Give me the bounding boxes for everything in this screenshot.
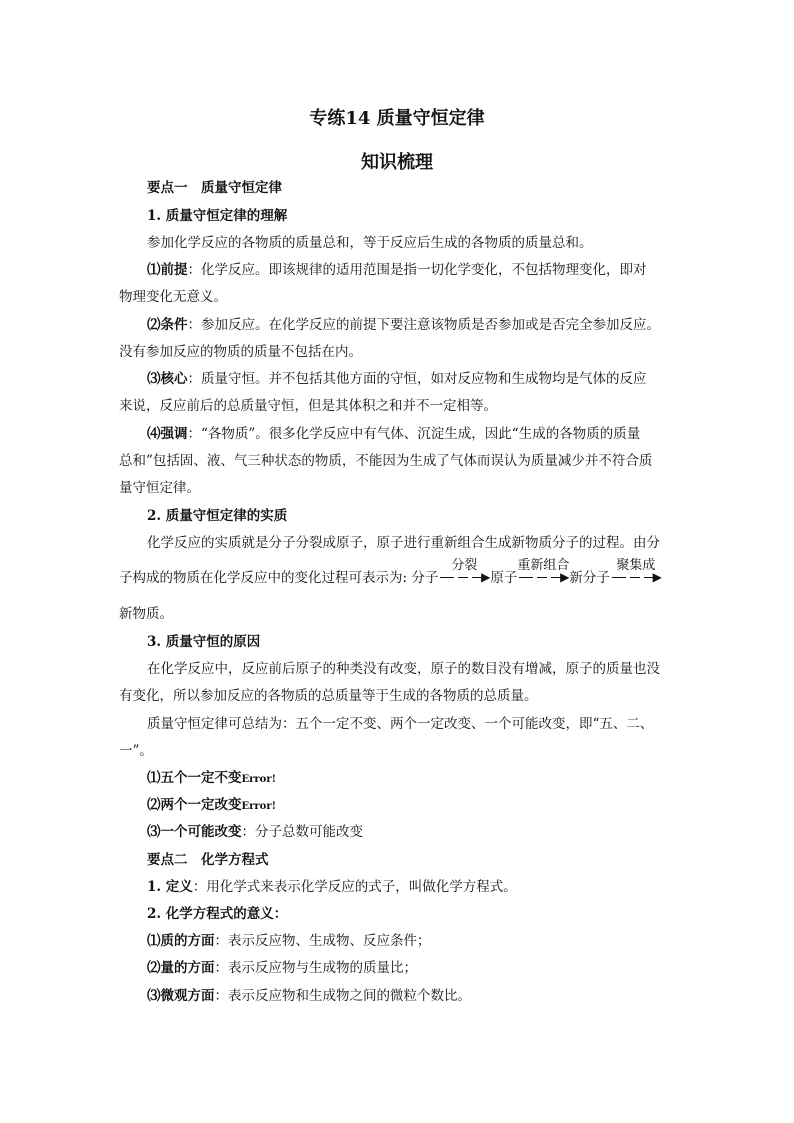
emphasis-line-2: 总和”包括固、液、气三种状态的物质，不能因为生成了气体而误认为质量减少并不符合质 bbox=[119, 453, 653, 469]
flow-arrow-recombine-label: 重新组合 bbox=[517, 558, 570, 573]
essence-line-3: 新物质。 bbox=[119, 606, 173, 622]
summary-line-1: 质量守恒定律可总结为：五个一定不变、两个一定改变、一个可能改变，即“五、二、 bbox=[147, 716, 654, 732]
condition-line-1 bbox=[147, 315, 660, 335]
definition-2-label: 1. 定义 bbox=[147, 879, 193, 895]
subsection-heading-1-1: 1. 质量守恒定律的理解 bbox=[147, 208, 288, 224]
condition-line-2: 没有参加反应的物质的质量不包括在内。 bbox=[119, 344, 362, 360]
arrow-shaft bbox=[519, 577, 563, 578]
arrow-gap bbox=[547, 577, 551, 579]
condition-text: ：参加反应。在化学反应的前提下要注意该物质是否参加或是否完全参加反应。 bbox=[187, 317, 660, 333]
summary-item-2 bbox=[147, 795, 276, 817]
arrow-head-icon: ▶ bbox=[560, 570, 570, 584]
flow-intro: 子构成的物质在化学反应中的变化过程可表示为: bbox=[119, 570, 408, 586]
arrow-gap bbox=[468, 577, 472, 579]
summary-item-2-error: Error! bbox=[241, 801, 276, 812]
meaning-item-3 bbox=[147, 986, 471, 1006]
page-subtitle: 知识梳理 bbox=[361, 152, 433, 173]
arrow-gap bbox=[640, 577, 644, 579]
summary-item-2-label: ⑵两个一定改变 bbox=[147, 797, 242, 813]
meaning-item-1-text: ：表示反应物、生成物、反应条件； bbox=[214, 933, 431, 949]
reason-line-1: 在化学反应中，反应前后原子的种类没有改变，原子的数目没有增减，原子的质量也没 bbox=[147, 661, 660, 677]
premise-line-1 bbox=[147, 260, 647, 280]
definition-2-text: ：用化学式来表示化学反应的式子，叫做化学方程式。 bbox=[192, 879, 517, 895]
flow-arrow-recombine bbox=[517, 558, 570, 588]
core-label: ⑶核心 bbox=[147, 371, 188, 387]
flow-new-molecule: 新分子 bbox=[569, 570, 610, 586]
emphasis-line-3: 量守恒定律。 bbox=[119, 480, 200, 496]
subsection-heading-1-2: 2. 质量守恒定律的实质 bbox=[147, 508, 288, 524]
arrow-gap bbox=[626, 577, 630, 579]
subsection-heading-1-3: 3. 质量守恒的原因 bbox=[147, 634, 261, 650]
premise-label: ⑴前提 bbox=[147, 262, 188, 278]
reason-line-2: 有变化，所以参加反应的各物质的总质量等于生成的各物质的总质量。 bbox=[119, 688, 538, 704]
flow-arrow-aggregate-label: 聚集成 bbox=[616, 558, 656, 573]
summary-item-1 bbox=[147, 768, 276, 790]
core-text: ：质量守恒。并不包括其他方面的守恒，如对反应物和生成物均是气体的反应 bbox=[187, 371, 647, 387]
arrow-gap bbox=[454, 577, 458, 579]
essence-line-1: 化学反应的实质就是分子分裂成原子，原子进行重新组合生成新物质分子的过程。由分 bbox=[147, 535, 660, 551]
meaning-item-1 bbox=[147, 931, 431, 951]
meaning-item-1-label: ⑴质的方面 bbox=[147, 933, 215, 949]
premise-text: ：化学反应。即该规律的适用范围是指一切化学变化，不包括物理变化，即对 bbox=[187, 262, 647, 278]
meaning-item-3-text: ：表示反应物和生成物之间的微粒个数比。 bbox=[214, 988, 471, 1004]
emphasis-line-1 bbox=[147, 424, 640, 444]
condition-label: ⑵条件 bbox=[147, 317, 188, 333]
summary-item-3 bbox=[147, 822, 363, 842]
arrow-shaft bbox=[440, 577, 484, 578]
meaning-item-2 bbox=[147, 958, 417, 978]
arrow-head-icon: ▶ bbox=[481, 570, 491, 584]
summary-item-3-label: ⑶一个可能改变 bbox=[147, 824, 242, 840]
section-heading-1: 要点一 质量守恒定律 bbox=[147, 180, 282, 196]
premise-line-2: 物理变化无意义。 bbox=[119, 289, 227, 305]
meaning-item-3-label: ⑶微观方面 bbox=[147, 988, 215, 1004]
flow-arrow-split-label: 分裂 bbox=[451, 558, 478, 573]
core-line-2: 来说，反应前后的总质量守恒，但是其体积之和并不一定相等。 bbox=[119, 398, 497, 414]
subsection-heading-2-2: 2. 化学方程式的意义： bbox=[147, 906, 288, 922]
summary-line-2: 一”。 bbox=[119, 743, 153, 759]
definition-2 bbox=[147, 877, 517, 897]
arrow-head-icon: ▶ bbox=[652, 570, 662, 584]
summary-item-1-error: Error! bbox=[241, 774, 276, 785]
reaction-flow bbox=[119, 558, 662, 588]
section-heading-2: 要点二 化学方程式 bbox=[147, 852, 269, 868]
meaning-item-2-label: ⑵量的方面 bbox=[147, 960, 215, 976]
page-title: 专练14 质量守恒定律 bbox=[309, 108, 485, 129]
flow-arrow-aggregate bbox=[610, 558, 662, 588]
emphasis-text: ：“各物质”。很多化学反应中有气体、沉淀生成，因此“生成的各物质的质量 bbox=[187, 426, 641, 442]
arrow-gap bbox=[533, 577, 537, 579]
definition-text: 参加化学反应的各物质的质量总和，等于反应后生成的各物质的质量总和。 bbox=[147, 235, 593, 251]
flow-molecule: 分子 bbox=[411, 570, 439, 586]
summary-item-1-label: ⑴五个一定不变 bbox=[147, 770, 242, 786]
flow-atom: 原子 bbox=[490, 570, 518, 586]
core-line-1 bbox=[147, 369, 647, 389]
summary-item-3-text: ：分子总数可能改变 bbox=[241, 824, 363, 840]
emphasis-label: ⑷强调 bbox=[147, 426, 188, 442]
meaning-item-2-text: ：表示反应物与生成物的质量比； bbox=[214, 960, 417, 976]
arrow-shaft bbox=[612, 577, 656, 578]
flow-arrow-split bbox=[438, 558, 491, 588]
